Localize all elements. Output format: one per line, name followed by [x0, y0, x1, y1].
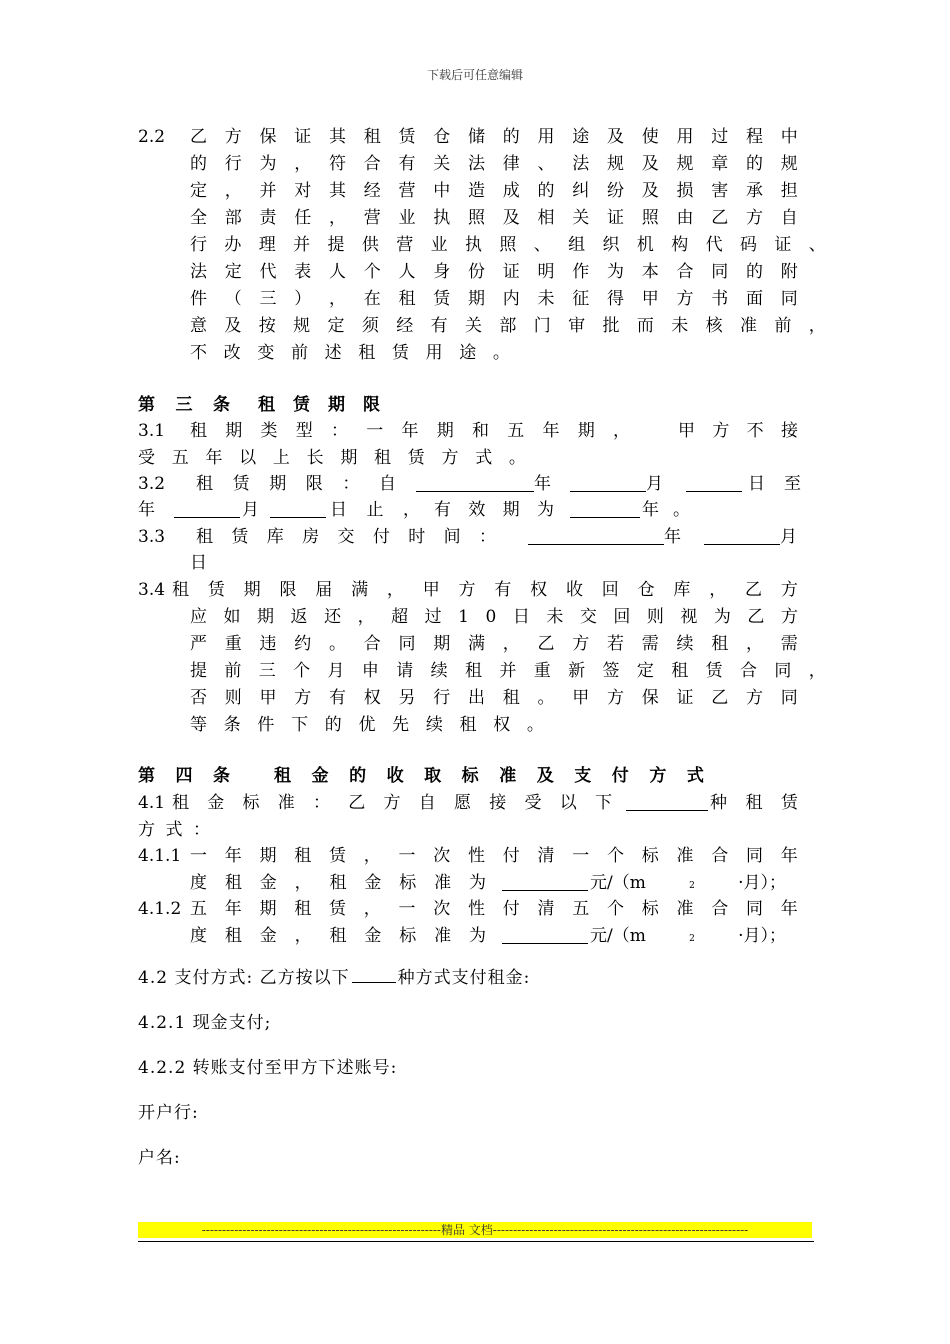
bank-label: 开户行: [138, 1103, 199, 1123]
clause-3-4-line: 等 条 件 下 的 优 先 续 租 权 。 [190, 715, 544, 735]
clause-3-1-line2: 受 五 年 以 上 长 期 租 赁 方 式 。 [138, 448, 526, 468]
label-to: 至 [784, 474, 801, 494]
clause-4-1-text: 租 金 标 准 ： 乙 方 自 愿 接 受 以 下 [172, 793, 612, 813]
blank-delivery-year[interactable] [528, 527, 664, 545]
clause-3-1-number: 3 . 1 [138, 421, 166, 441]
label-year: 年 [664, 527, 681, 547]
clause-3-2-number: 3 . 2 [138, 474, 166, 494]
clause-2-2-line: 不 改 变 前 述 租 赁 用 途 。 [190, 343, 510, 363]
page-header: 下载后可任意编辑 [426, 68, 523, 82]
article-3-number: 第 三 条 [138, 395, 230, 415]
clause-3-1-text-b: 甲 方 不 接 [678, 421, 798, 441]
clause-4-1-2-line: 五 年 期 租 赁 ， 一 次 性 付 清 五 个 标 准 合 同 年 [190, 899, 798, 919]
clause-2-2-number: 2 . 2 [138, 127, 166, 147]
clause-2-2-line: 行 办 理 并 提 供 营 业 执 照 、 组 织 机 构 代 码 证 、 [190, 235, 826, 255]
blank-rent-option[interactable] [626, 793, 708, 811]
clause-4-2: 4.2 支付方式: 乙方按以下 种方式支付租金: [138, 965, 530, 991]
clause-3-4-line: 提 前 三 个 月 申 请 续 租 并 重 新 签 定 租 赁 合 同 ， [190, 661, 826, 681]
label-year: 年 [534, 474, 551, 494]
clause-4-1-2-rent-label: 度 租 金 ， 租 金 标 准 为 [190, 926, 486, 946]
clause-4-1-number: 4.1 [138, 793, 166, 813]
clause-4-1-1-line: 一 年 期 租 赁 ， 一 次 性 付 清 一 个 标 准 合 同 年 [190, 846, 798, 866]
clause-2-2-line: 全 部 责 任 ， 营 业 执 照 及 相 关 证 照 由 乙 方 自 [190, 208, 798, 228]
clause-3-4-line: 应 如 期 返 还 ， 超 过 1 0 日 未 交 回 则 视 为 乙 方 [190, 607, 798, 627]
clause-2-2-line: 意 及 按 规 定 须 经 有 关 部 门 审 批 而 未 核 准 前 ， [190, 316, 826, 336]
page-footer: -----------------------------------------------------------精品 文档--------------------------------------------------------------- [138, 1222, 812, 1238]
article-4-number: 第 四 条 [138, 766, 230, 786]
article-4-title: 租 金 的 收 取 标 准 及 支 付 方 式 [274, 766, 704, 786]
label-day: 日 [190, 553, 207, 573]
label-month: 月 [780, 527, 797, 547]
footer-divider [138, 1241, 814, 1242]
clause-4-1-1-rent-label: 度 租 金 ， 租 金 标 准 为 [190, 873, 486, 893]
unit-label: 元/（m 2 ·月）； [590, 873, 786, 893]
clause-4-1-2-number: 4.1.2 [138, 899, 182, 919]
label-until: 日 止 ， [330, 500, 420, 520]
account-name-label: 户名: [138, 1148, 181, 1168]
blank-end-year[interactable] [174, 500, 240, 518]
blank-rent-1yr[interactable] [502, 873, 588, 891]
blank-start-day[interactable] [686, 474, 742, 492]
clause-2-2-line: 定 ， 并 对 其 经 营 中 造 成 的 纠 纷 及 损 害 承 担 [190, 181, 798, 201]
blank-end-month[interactable] [270, 500, 326, 518]
clause-2-2-line: 乙 方 保 证 其 租 赁 仓 储 的 用 途 及 使 用 过 程 中 [190, 127, 798, 147]
clause-3-1-text: 租 期 类 型 ： 一 年 期 和 五 年 期 ， [190, 421, 630, 441]
label-day: 日 [748, 474, 765, 494]
label-month: 月 [646, 474, 663, 494]
label-year-end: 年 。 [642, 500, 690, 520]
unit-label: 元/（m 2 ·月）； [590, 926, 786, 946]
blank-start-month[interactable] [570, 474, 646, 492]
blank-rent-5yr[interactable] [502, 926, 588, 944]
clause-3-4-line: 否 则 甲 方 有 权 另 行 出 租 。 甲 方 保 证 乙 方 同 [190, 688, 798, 708]
clause-3-4-line: 租 赁 期 限 届 满 ， 甲 方 有 权 收 回 仓 库 ， 乙 方 [172, 580, 798, 600]
clause-3-4-line: 严 重 违 约 。 合 同 期 满 ， 乙 方 若 需 续 租 ， 需 [190, 634, 798, 654]
clause-4-2-1: 4.2.1 现金支付; [138, 1013, 272, 1033]
clause-4-1-1-number: 4.1.1 [138, 846, 182, 866]
clause-4-1-text-b: 种 租 赁 [710, 793, 798, 813]
blank-payment-method[interactable] [352, 965, 396, 983]
clause-4-2-2: 4.2.2 转账支付至甲方下述账号: [138, 1058, 398, 1078]
clause-2-2-line: 的 行 为 ， 符 合 有 关 法 律 、 法 规 及 规 章 的 规 [190, 154, 798, 174]
blank-start-year[interactable] [416, 474, 534, 492]
blank-valid-years[interactable] [570, 500, 640, 518]
clause-3-3-text: 租 赁 库 房 交 付 时 间 ： [196, 527, 496, 547]
clause-2-2-line: 法 定 代 表 人 个 人 身 份 证 明 作 为 本 合 同 的 附 [190, 262, 798, 282]
clause-3-4-number: 3.4 [138, 580, 166, 600]
clause-4-1-line2: 方 式 ： [138, 820, 210, 840]
clause-2-2-line: 件 （ 三 ） ， 在 租 赁 期 内 未 征 得 甲 方 书 面 同 [190, 289, 798, 309]
label-month: 月 [242, 500, 259, 520]
blank-delivery-month[interactable] [704, 527, 780, 545]
label-year: 年 [138, 500, 155, 520]
article-3-title: 租 赁 期 限 [258, 395, 380, 415]
clause-3-2-text: 租 赁 期 限 ： 自 [196, 474, 396, 494]
clause-3-3-number: 3 . 3 [138, 527, 166, 547]
label-valid: 有 效 期 为 [434, 500, 554, 520]
